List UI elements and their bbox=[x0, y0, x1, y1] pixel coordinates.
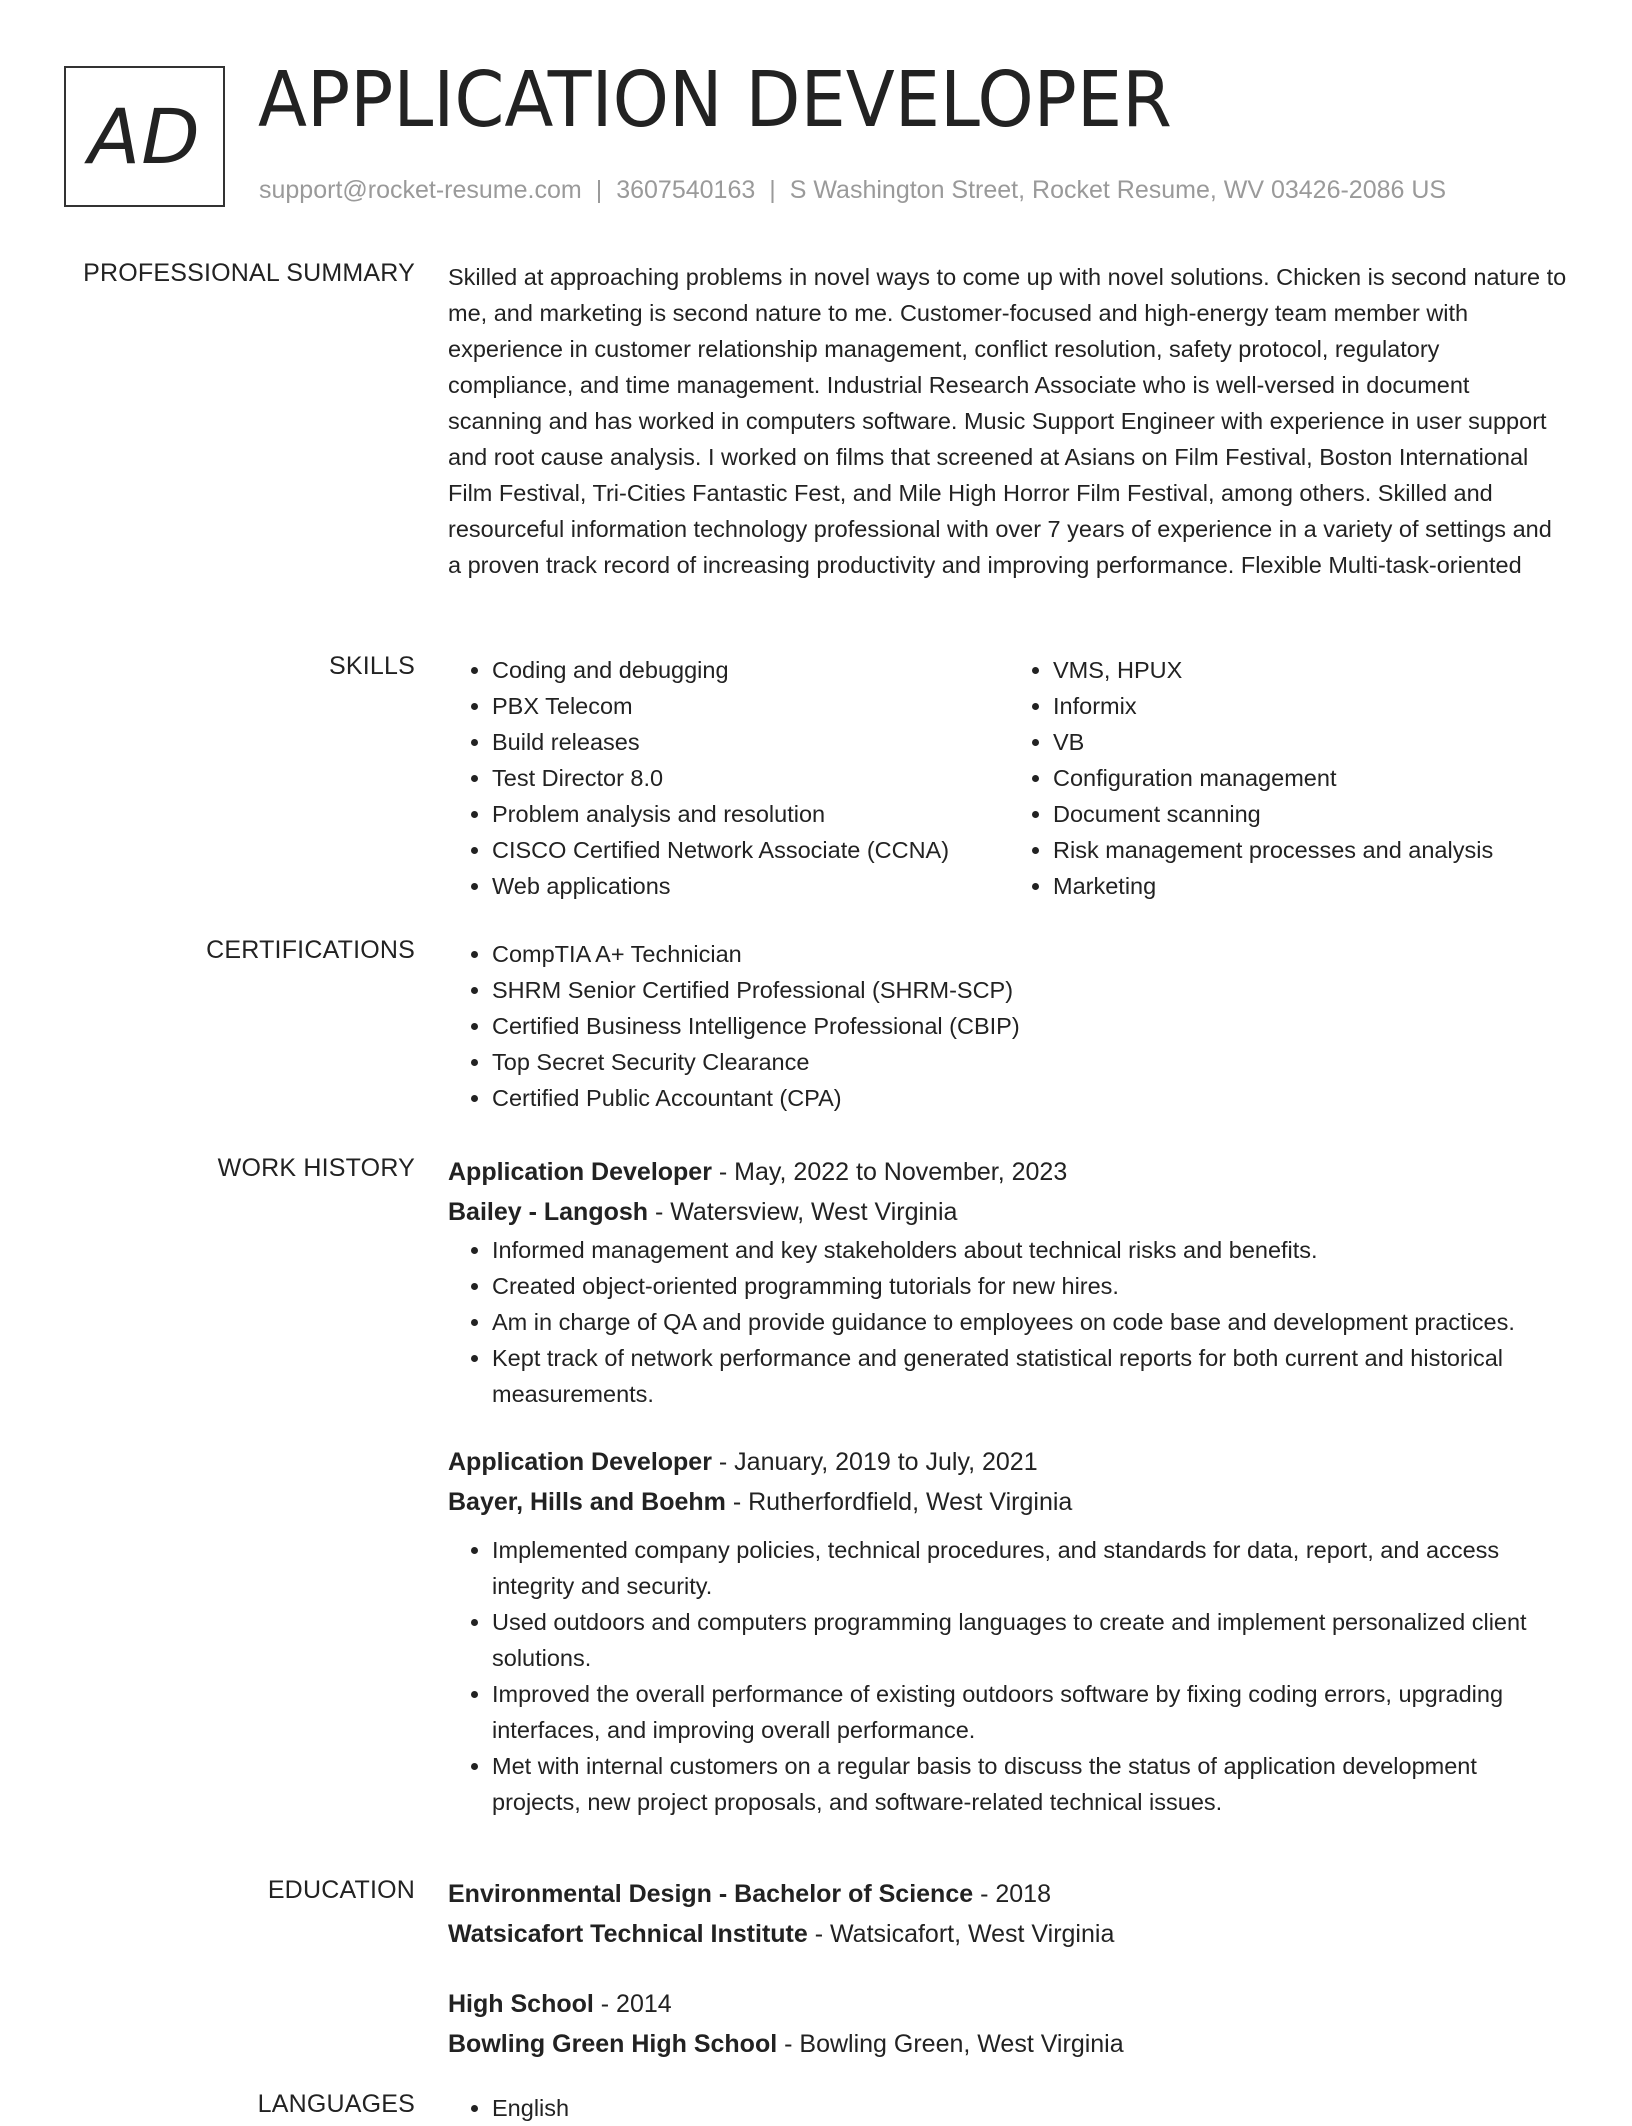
list-item: • Web applications bbox=[492, 868, 1009, 904]
section-label-education: EDUCATION bbox=[267, 1876, 415, 1904]
education-school: Bowling Green High School bbox=[448, 2030, 778, 2058]
job-company: Bailey - Langosh bbox=[448, 1198, 649, 1226]
skills-columns bbox=[448, 652, 1570, 904]
education-body bbox=[448, 1874, 1570, 2064]
list-item: • Problem analysis and resolution bbox=[492, 796, 1009, 832]
list-item: • Top Secret Security Clearance bbox=[492, 1044, 1570, 1080]
education-entry bbox=[448, 1874, 1570, 1954]
job-location: - Rutherfordfield, West Virginia bbox=[725, 1488, 1073, 1516]
section-label-languages: LANGUAGES bbox=[257, 2090, 415, 2118]
education-year: - 2014 bbox=[593, 1990, 672, 2018]
list-item: • English bbox=[492, 2090, 1570, 2126]
job-dates: - January, 2019 to July, 2021 bbox=[711, 1448, 1038, 1476]
list-item: • Used outdoors and computers programming languages to create and implement personalized client solutions. bbox=[492, 1604, 1570, 1676]
certifications-body bbox=[448, 936, 1570, 1116]
skills-list-right bbox=[1009, 652, 1570, 904]
education-entry bbox=[448, 1984, 1570, 2064]
job-bullets bbox=[448, 1532, 1570, 1820]
section-label-work: WORK HISTORY bbox=[217, 1154, 415, 1182]
list-item: • PBX Telecom bbox=[492, 688, 1009, 724]
contact-separator: | bbox=[595, 176, 603, 204]
education-school-line bbox=[448, 2024, 1570, 2064]
list-item: • Implemented company policies, technical procedures, and standards for data, report, and access integrity and security. bbox=[492, 1532, 1570, 1604]
section-label-certifications: CERTIFICATIONS bbox=[206, 936, 415, 964]
section-label-summary: PROFESSIONAL SUMMARY bbox=[83, 259, 415, 287]
list-item: • Am in charge of QA and provide guidance to employees on code base and development practices. bbox=[492, 1304, 1570, 1340]
list-item: • Document scanning bbox=[1053, 796, 1570, 832]
list-item: • Certified Business Intelligence Professional (CBIP) bbox=[492, 1008, 1570, 1044]
list-item: • Test Director 8.0 bbox=[492, 760, 1009, 796]
job-bullets bbox=[448, 1232, 1570, 1412]
list-item: • Risk management processes and analysis bbox=[1053, 832, 1570, 868]
job-company-line bbox=[448, 1192, 1570, 1232]
list-item: • Build releases bbox=[492, 724, 1009, 760]
education-year: - 2018 bbox=[973, 1880, 1051, 1908]
list-item: • Certified Public Accountant (CPA) bbox=[492, 1080, 1570, 1116]
list-item: • Met with internal customers on a regular basis to discuss the status of application development projects, new project proposals, and software-related technical issues. bbox=[492, 1748, 1570, 1820]
education-degree: Environmental Design - Bachelor of Science bbox=[448, 1880, 974, 1908]
education-degree: High School bbox=[448, 1990, 594, 2018]
list-item: • Configuration management bbox=[1053, 760, 1570, 796]
list-item: • CompTIA A+ Technician bbox=[492, 936, 1570, 972]
monogram: AD bbox=[64, 66, 225, 207]
list-item: • Marketing bbox=[1053, 868, 1570, 904]
page-title: APPLICATION DEVELOPER bbox=[258, 56, 1172, 145]
contact-separator: | bbox=[769, 176, 776, 204]
job-title: Application Developer bbox=[448, 1158, 712, 1186]
list-item: • Created object-oriented programming tutorials for new hires. bbox=[492, 1268, 1570, 1304]
list-item: • Improved the overall performance of existing outdoors software by fixing coding errors, upgrading interfaces, and improving overall performance. bbox=[492, 1676, 1570, 1748]
education-degree-line bbox=[448, 1874, 1570, 1914]
summary-text: Skilled at approaching problems in novel ways to come up with novel solutions. Chicken is second nature to me, and marketing is second nature to me. Customer-focused and high-energy team member with experience in customer relationship management, conflict resolution, safety protocol, regulatory compliance, and time management. Industrial Research Associate who is well-versed in document scanning and has worked in computers software. Music Support Engineer with experience in user support and root cause analysis. I worked on films that screened at Asians on Film Festival, Boston International Film Festival, Tri-Cities Fantastic Fest, and Mile High Horror Film Festival, among others. Skilled and resourceful information technology professional with over 7 years of experience in a variety of settings and a proven track record of increasing productivity and improving performance. Flexible Multi-task-oriented bbox=[448, 264, 1567, 578]
summary-body bbox=[448, 259, 1570, 583]
job-dates: - May, 2022 to November, 2023 bbox=[711, 1158, 1068, 1186]
job-entry bbox=[448, 1442, 1570, 1820]
certifications-list bbox=[448, 936, 1570, 1116]
job-title: Application Developer bbox=[448, 1448, 712, 1476]
job-location: - Watersview, West Virginia bbox=[648, 1198, 958, 1226]
contact-phone: 3607540163 bbox=[616, 176, 756, 204]
job-company: Bayer, Hills and Boehm bbox=[448, 1488, 726, 1516]
skills-list-left bbox=[448, 652, 1009, 904]
languages-body bbox=[448, 2090, 1570, 2126]
contact-email: support@rocket-resume.com bbox=[259, 176, 582, 204]
list-item: • SHRM Senior Certified Professional (SHRM-SCP) bbox=[492, 972, 1570, 1008]
education-school: Watsicafort Technical Institute bbox=[448, 1920, 808, 1948]
job-company-line bbox=[448, 1482, 1570, 1522]
list-item: • CISCO Certified Network Associate (CCNA) bbox=[492, 832, 1009, 868]
education-location: - Bowling Green, West Virginia bbox=[777, 2030, 1124, 2058]
list-item: • VMS, HPUX bbox=[1053, 652, 1570, 688]
list-item: • Informix bbox=[1053, 688, 1570, 724]
section-label-skills: SKILLS bbox=[329, 652, 415, 680]
contact-address: S Washington Street, Rocket Resume, WV 03426-2086 US bbox=[789, 176, 1447, 204]
list-item: • Coding and debugging bbox=[492, 652, 1009, 688]
education-degree-line bbox=[448, 1984, 1570, 2024]
work-body bbox=[448, 1152, 1570, 1820]
job-title-line bbox=[448, 1442, 1570, 1482]
contact-line bbox=[259, 176, 1446, 205]
list-item: • VB bbox=[1053, 724, 1570, 760]
education-school-line bbox=[448, 1914, 1570, 1954]
education-location: - Watsicafort, West Virginia bbox=[807, 1920, 1115, 1948]
list-item: • Informed management and key stakeholders about technical risks and benefits. bbox=[492, 1232, 1570, 1268]
languages-list bbox=[448, 2090, 1570, 2126]
job-entry bbox=[448, 1152, 1570, 1412]
list-item: • Kept track of network performance and generated statistical reports for both current and historical measurements. bbox=[492, 1340, 1570, 1412]
job-title-line bbox=[448, 1152, 1570, 1192]
